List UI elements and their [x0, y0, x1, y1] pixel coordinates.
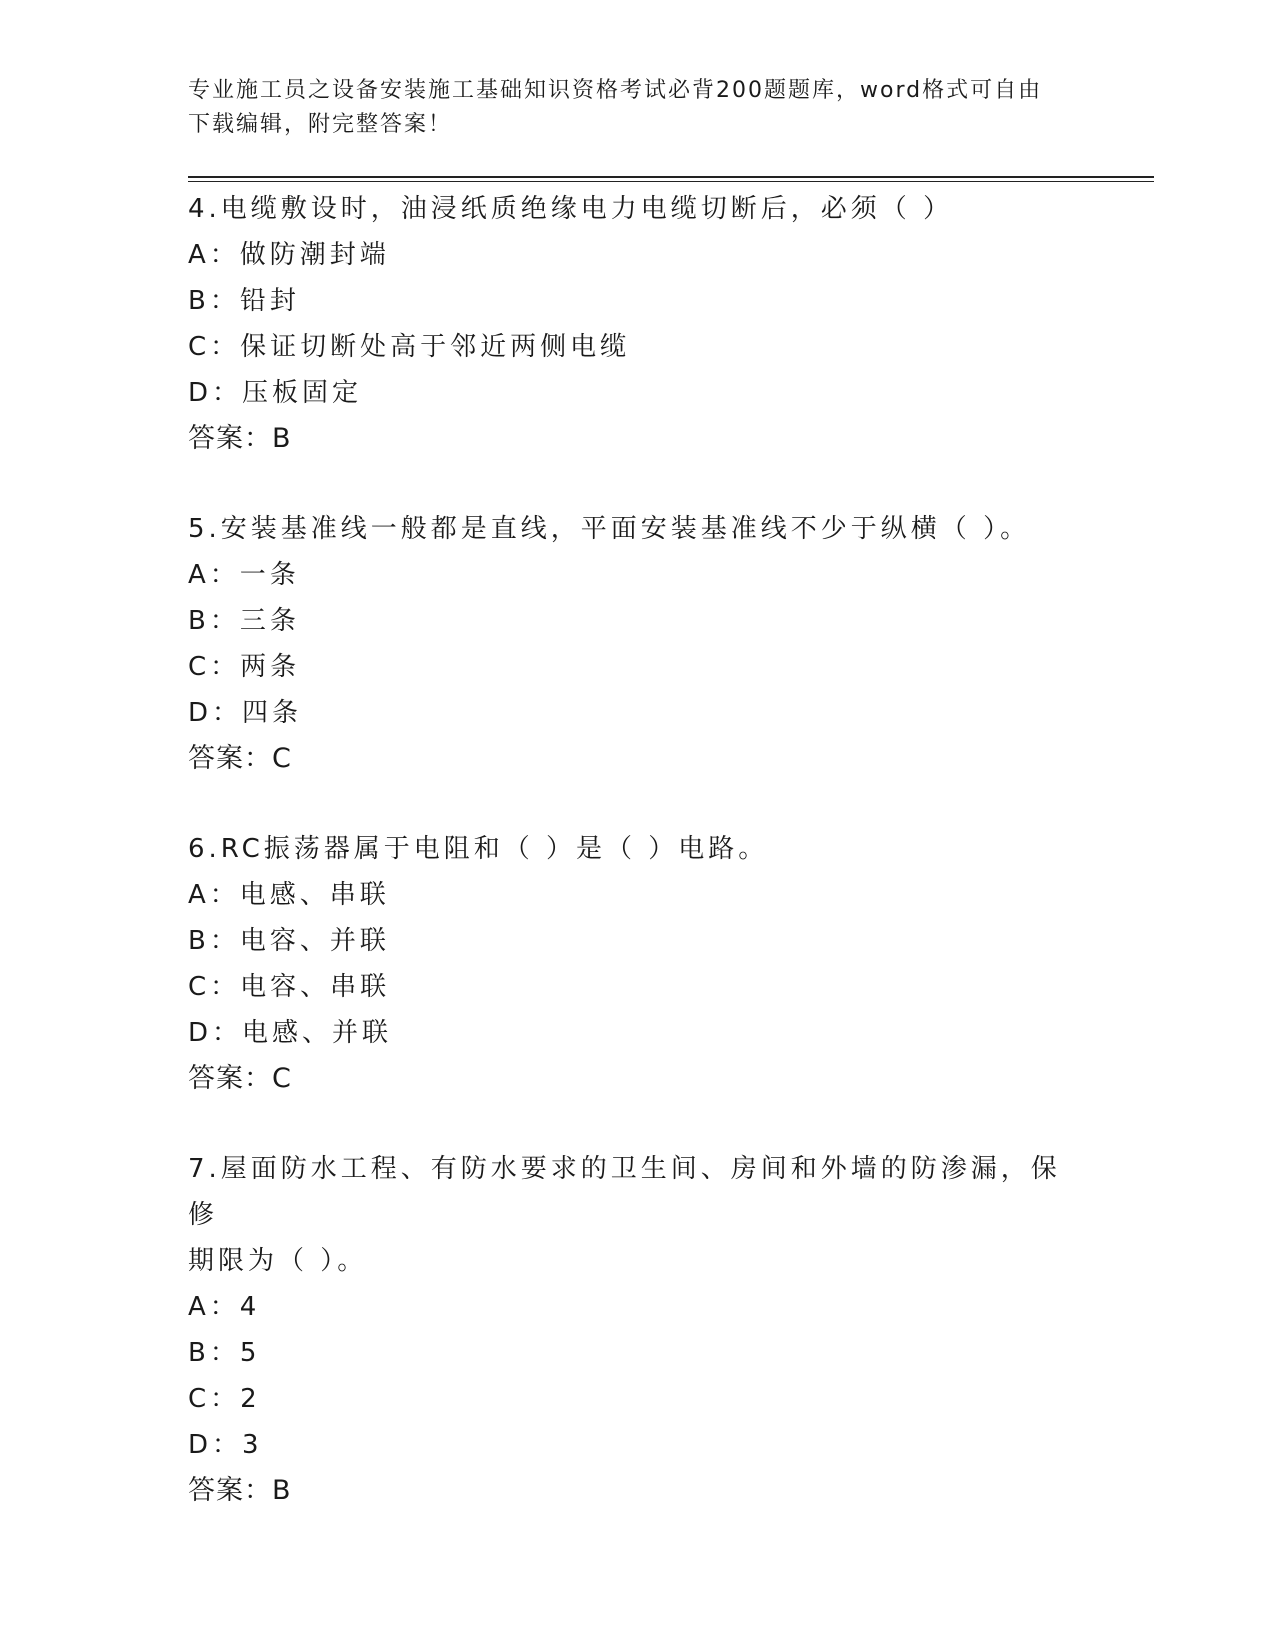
question-text: 4.电缆敷设时，油浸纸质绝缘电力电缆切断后，必须（ ）	[188, 194, 954, 224]
option-c: C：保证切断处高于邻近两侧电缆	[188, 332, 631, 362]
option-d: D：四条	[188, 698, 303, 728]
option-b: B：三条	[188, 606, 300, 636]
question-text-line-1: 7.屋面防水工程、有防水要求的卫生间、房间和外墙的防渗漏，保修	[188, 1154, 1061, 1230]
header-divider-thin	[188, 181, 1154, 182]
option-b: B：5	[188, 1338, 261, 1368]
answer: 答案：C	[188, 1063, 292, 1094]
option-c: C：2	[188, 1384, 261, 1414]
header-line-1: 专业施工员之设备安装施工基础知识资格考试必背200题题库，word格式可自由	[188, 78, 1043, 103]
header-divider-thick	[188, 176, 1154, 178]
option-c: C：两条	[188, 652, 301, 682]
question-text: 5.安装基准线一般都是直线，平面安装基准线不少于纵横（ ）。	[188, 514, 1031, 544]
option-c: C：电容、串联	[188, 972, 391, 1002]
header-line-2: 下载编辑，附完整答案！	[188, 112, 453, 137]
option-b: B：电容、并联	[188, 926, 390, 956]
option-a: A：4	[188, 1292, 261, 1322]
option-a: A：电感、串联	[188, 880, 390, 910]
option-b: B：铅封	[188, 286, 300, 316]
question-text: 6.RC振荡器属于电阻和（ ）是（ ）电路。	[188, 834, 769, 864]
answer: 答案：B	[188, 1475, 292, 1506]
option-d: D：压板固定	[188, 378, 363, 408]
option-d: D：3	[188, 1430, 263, 1460]
question-text-line-2: 期限为（ ）。	[188, 1246, 368, 1276]
question-4	[188, 186, 1068, 462]
question-6	[188, 826, 1068, 1102]
option-a: A：一条	[188, 560, 300, 590]
document-header	[188, 74, 1088, 142]
question-5	[188, 506, 1068, 782]
option-d: D：电感、并联	[188, 1018, 393, 1048]
question-7	[188, 1146, 1068, 1514]
option-a: A：做防潮封端	[188, 240, 390, 270]
answer: 答案：B	[188, 423, 292, 454]
answer: 答案：C	[188, 743, 292, 774]
